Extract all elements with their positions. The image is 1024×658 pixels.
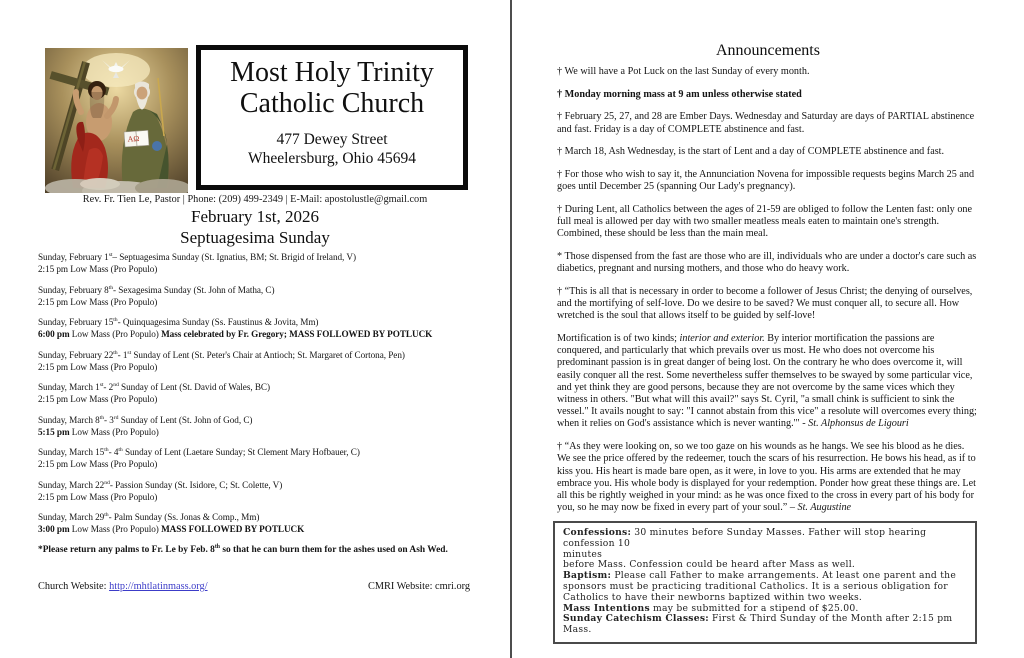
- bulletin-feast: Septuagesima Sunday: [180, 227, 330, 247]
- schedule-entry: [38, 284, 478, 308]
- schedule-mass-line: 5:15 pm Low Mass (Pro Populo): [38, 426, 159, 437]
- announcements-title: Announcements: [716, 42, 820, 59]
- announcement-item: † Monday morning mass at 9 am unless otherwise stated: [557, 88, 802, 100]
- announcement-item: * Those dispensed from the fast are those who are ill, individuals who are under a doctor's care such as diabetics, pregnant and nursing mothers, and those who do heavy work.: [557, 251, 977, 275]
- announcement-item: † March 18, Ash Wednesday, is the start of Lent and a day of COMPLETE abstinence and fast.: [557, 146, 945, 158]
- schedule-entry: [38, 414, 478, 438]
- schedule-mass-line: 6:00 pm Low Mass (Pro Populo) Mass celebrated by Fr. Gregory; MASS FOLLOWED BY POTLUCK: [38, 329, 433, 339]
- palms-note: *Please return any palms to Fr. Le by Feb. 8th so that he can burn them for the ashes used on Ash Wed.: [38, 543, 448, 555]
- info-box-line: Sunday Catechism Classes: First & Third Sunday of the Month after 2:15 pm Mass.: [563, 613, 953, 636]
- schedule-day-line: Sunday, March 8th- 3rd Sunday of Lent (St. John of God, C): [38, 414, 253, 425]
- announcements-list: [557, 66, 979, 518]
- church-name-line1: Most Holy Trinity: [230, 57, 434, 88]
- announcement-item: † During Lent, all Catholics between the ages of 21-59 are obliged to follow the Lenten fast: only one full meal is allowed per day with two smaller meatless meals eaten to maintain one's strength. Combined, these should be less than the main meal.: [557, 203, 973, 240]
- schedule-day-line: Sunday, March 29th- Palm Sunday (Ss. Jonas & Comp., Mm): [38, 511, 260, 522]
- bulletin-left-page: [0, 0, 510, 658]
- announcement-item: † “This is all that is necessary in order to become a follower of Jesus Christ; the denying of ourselves, and the mortifying of self-love. Do we desire to be saved? We must conquer all, to secure all. How wretched is the soul that allows itself to be guided by self-love!: [557, 285, 973, 322]
- announcement-item: † For those who wish to say it, the Annunciation Novena for impossible requests begins March 25 and goes until December 25 (spanning Our Lady's pregnancy).: [557, 169, 975, 193]
- schedule-mass-line: 2:15 pm Low Mass (Pro Populo): [38, 394, 158, 404]
- left-page-footer: [38, 581, 470, 592]
- announcement-item: † We will have a Pot Luck on the last Sunday of every month.: [557, 66, 810, 77]
- svg-text:AΩ: AΩ: [127, 133, 140, 144]
- schedule-mass-line: 2:15 pm Low Mass (Pro Populo): [38, 361, 158, 372]
- info-box-line: Confessions: 30 minutes before Sunday Masses. Father will stop hearing confession 10: [563, 527, 927, 549]
- cmri-website: CMRI Website: cmri.org: [367, 581, 470, 592]
- schedule-entry: [38, 446, 478, 470]
- church-website-link[interactable]: http://mhtlatinmass.org/: [109, 581, 208, 592]
- schedule-mass-line: 2:15 pm Low Mass (Pro Populo): [38, 264, 158, 274]
- schedule-entry: [38, 251, 478, 275]
- globe-orb: [152, 141, 162, 151]
- schedule-entry: [38, 479, 478, 503]
- info-box-line: Baptism: Please call Father to make arrangements. At least one parent and the sponsors must be practicing traditional Catholics. It is a serious obligation for Catholics to have their newborns baptized within two weeks.: [563, 570, 957, 603]
- schedule-entry: [38, 511, 478, 535]
- schedule-day-line: Sunday, February 8th- Sexagesima Sunday (St. John of Matha, C): [38, 284, 275, 295]
- info-box-line: Mass Intentions may be submitted for a stipend of $25.00.: [563, 602, 859, 614]
- announcement-item: † February 25, 27, and 28 are Ember Days. Wednesday and Saturday are days of PARTIAL abstinence and fast. Friday is a day of COMPLETE abstinence and fast.: [557, 111, 975, 135]
- schedule-entry: [38, 381, 478, 405]
- parish-info-box: [553, 521, 977, 644]
- schedule-day-line: Sunday, March 15th- 4th Sunday of Lent (Laetare Sunday; St Clement Mary Hofbauer, C): [38, 446, 360, 457]
- announcement-item: † “As they were looking on, so we too gaze on his wounds as he hangs. We see his blood as he dies. We see the price offered by the redeemer, touch the scars of his resurrection. He bows his head, as if to kiss you. His heart is made bare open, as it were, in love to you. His arms are extended that he may embrace you. His whole body is displayed for your redemption. Ponder how great these things are. Let all this be rightly weighed in your mind: as he was once fixed to the cross in every part of his body for you, so he may now be fixed in every part of your soul.” – St. Augustine: [557, 441, 976, 514]
- church-address: [201, 131, 463, 169]
- church-title-box: [196, 45, 468, 190]
- schedule-day-line: Sunday, March 22nd- Passion Sunday (St. Isidore, C; St. Colette, V): [38, 479, 283, 490]
- church-address-line2: Wheelersburg, Ohio 45694: [247, 149, 417, 167]
- schedule-mass-line: 2:15 pm Low Mass (Pro Populo): [38, 491, 158, 502]
- church-address-line1: 477 Dewey Street: [276, 130, 388, 148]
- bulletin-right-page: [512, 0, 1024, 658]
- schedule-entry: [38, 316, 478, 340]
- alpha-omega-book: [124, 130, 149, 147]
- schedule-day-line: Sunday, February 15th- Quinquagesima Sunday (Ss. Faustinus & Jovita, Mm): [38, 316, 319, 327]
- schedule-day-line: Sunday, February 22th- 1st Sunday of Lent (St. Peter's Chair at Antioch; St. Margaret of Cortona, Pen): [38, 349, 405, 360]
- pastor-contact-line: Rev. Fr. Tien Le, Pastor | Phone: (209) 499-2349 | E-Mail: apostolustle@gmail.com: [82, 194, 428, 205]
- church-name-line2: Catholic Church: [239, 88, 425, 120]
- church-name: [201, 57, 463, 120]
- schedule-mass-line: 3:00 pm Low Mass (Pro Populo) MASS FOLLOWED BY POTLUCK: [38, 524, 305, 534]
- schedule-entry: [38, 349, 478, 373]
- schedule-mass-line: 2:15 pm Low Mass (Pro Populo): [38, 296, 158, 307]
- info-box-line: minutes: [563, 548, 603, 560]
- announcement-item: Mortification is of two kinds; interior and exterior. By interior mortification the passions are conquered, and particularly that which prevails over us most. He who does not overcome his predominant passion is in great danger of being lost. On the contrary he who does overcome it, will easily conquer all the rest. Some nevertheless suffer themselves to be swayed by some particular vice, and yet think they are good persons, because they are not overcome by the same vices which they witness in others. "But what will this avail?" says St. Cyril, "a small chink is sufficient to sink the vessel." It avails nought to say: "I cannot abstain from this vice" a resolute will overcomes every thing; when it relies on God's assistance which is never wanting.'" - St. Alphonsus de Ligouri: [557, 333, 977, 430]
- mass-schedule: [38, 251, 478, 544]
- bulletin-date-heading: [0, 207, 510, 248]
- schedule-mass-line: 2:15 pm Low Mass (Pro Populo): [38, 459, 158, 469]
- church-website: [38, 581, 208, 592]
- schedule-day-line: Sunday, March 1st- 2nd Sunday of Lent (St. David of Wales, BC): [38, 381, 271, 392]
- schedule-day-line: Sunday, February 1st– Septuagesima Sunday (St. Ignatius, BM; St. Brigid of Ireland, V): [38, 251, 356, 262]
- bulletin-date: February 1st, 2026: [191, 207, 319, 226]
- church-website-label: Church Website:: [38, 581, 110, 592]
- info-box-line: before Mass. Confession could be heard after Mass as well.: [563, 559, 856, 571]
- holy-trinity-painting: [45, 48, 188, 193]
